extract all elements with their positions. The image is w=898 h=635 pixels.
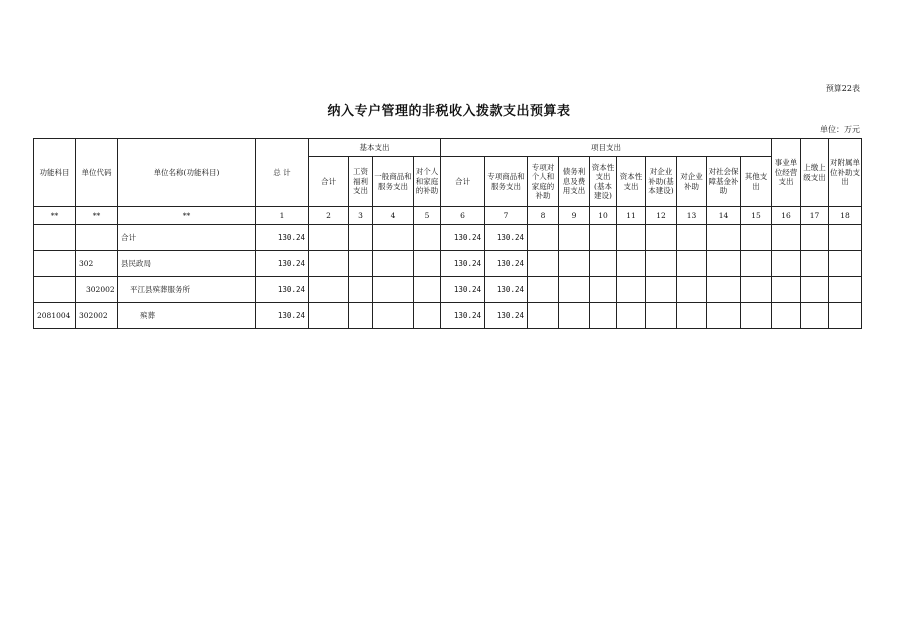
proj-goods-cell: 130.24 [485,277,528,303]
index-cell: 9 [559,207,590,225]
table-row [34,251,862,277]
proj-total-cell: 130.24 [441,251,485,277]
index-cell: 8 [528,207,559,225]
col-unit-name: 单位名称(功能科目) [118,139,256,207]
index-cell: ** [76,207,118,225]
index-cell: 15 [741,207,772,225]
func-code-cell: 2081004 [34,303,76,329]
index-cell: 7 [485,207,528,225]
total-cell: 130.24 [256,277,309,303]
col-basic-goods: 一般商品和服务支出 [373,157,414,207]
unit-code-cell: 302 [76,251,118,277]
index-cell: ** [118,207,256,225]
col-proj-capital-basic: 资本性支出(基本建设) [590,157,617,207]
col-total: 总 计 [256,139,309,207]
index-cell: 17 [801,207,829,225]
budget-table [33,138,862,329]
proj-goods-cell: 130.24 [485,303,528,329]
index-cell: ** [34,207,76,225]
unit-code-cell: 302002 [76,303,118,329]
col-group-project: 项目支出 [441,139,772,157]
index-cell: 16 [772,207,801,225]
unit-code-cell: 302002 [76,277,118,303]
index-cell: 1 [256,207,309,225]
unit-label: 单位：万元 [820,125,860,134]
total-cell: 130.24 [256,251,309,277]
col-proj-capital: 资本性支出 [617,157,646,207]
unit-name-cell: 合计 [118,225,256,251]
index-cell: 3 [349,207,373,225]
table-row [34,303,862,329]
index-cell: 11 [617,207,646,225]
form-number: 预算22表 [825,84,860,93]
total-cell: 130.24 [256,225,309,251]
index-cell: 10 [590,207,617,225]
col-proj-enterprise-basic: 对企业补助(基本建设) [646,157,677,207]
col-proj-total: 合计 [441,157,485,207]
index-cell: 6 [441,207,485,225]
col-remit: 上缴上级支出 [801,139,829,207]
index-cell: 5 [414,207,441,225]
proj-total-cell: 130.24 [441,303,485,329]
proj-total-cell: 130.24 [441,277,485,303]
func-code-cell [34,277,76,303]
col-proj-personal: 专项对个人和家庭的补助 [528,157,559,207]
col-proj-enterprise: 对企业补助 [677,157,707,207]
unit-name-cell: 殡葬 [118,303,256,329]
col-group-basic: 基本支出 [309,139,441,157]
func-code-cell [34,251,76,277]
col-func-subject: 功能科目 [34,139,76,207]
col-proj-other: 其他支出 [741,157,772,207]
index-cell: 14 [707,207,741,225]
func-code-cell [34,225,76,251]
col-basic-total: 合计 [309,157,349,207]
proj-total-cell: 130.24 [441,225,485,251]
proj-goods-cell: 130.24 [485,225,528,251]
col-basic-personal: 对个人和家庭的补助 [414,157,441,207]
table-row [34,277,862,303]
col-proj-goods: 专项商品和服务支出 [485,157,528,207]
unit-name-cell: 县民政局 [118,251,256,277]
index-cell: 12 [646,207,677,225]
col-basic-salary: 工资福利支出 [349,157,373,207]
proj-goods-cell: 130.24 [485,251,528,277]
index-cell: 13 [677,207,707,225]
index-cell: 4 [373,207,414,225]
index-row [34,207,862,225]
col-affiliated: 对附属单位补助支出 [829,139,862,207]
table-row [34,225,862,251]
total-cell: 130.24 [256,303,309,329]
unit-name-cell: 平江县殡葬服务所 [118,277,256,303]
col-proj-social: 对社会保障基金补助 [707,157,741,207]
index-cell: 2 [309,207,349,225]
col-operating: 事业单位经营支出 [772,139,801,207]
col-proj-debt: 债务利息及费用支出 [559,157,590,207]
unit-code-cell [76,225,118,251]
col-unit-code: 单位代码 [76,139,118,207]
index-cell: 18 [829,207,862,225]
page-title: 纳入专户管理的非税收入拨款支出预算表 [327,104,571,119]
